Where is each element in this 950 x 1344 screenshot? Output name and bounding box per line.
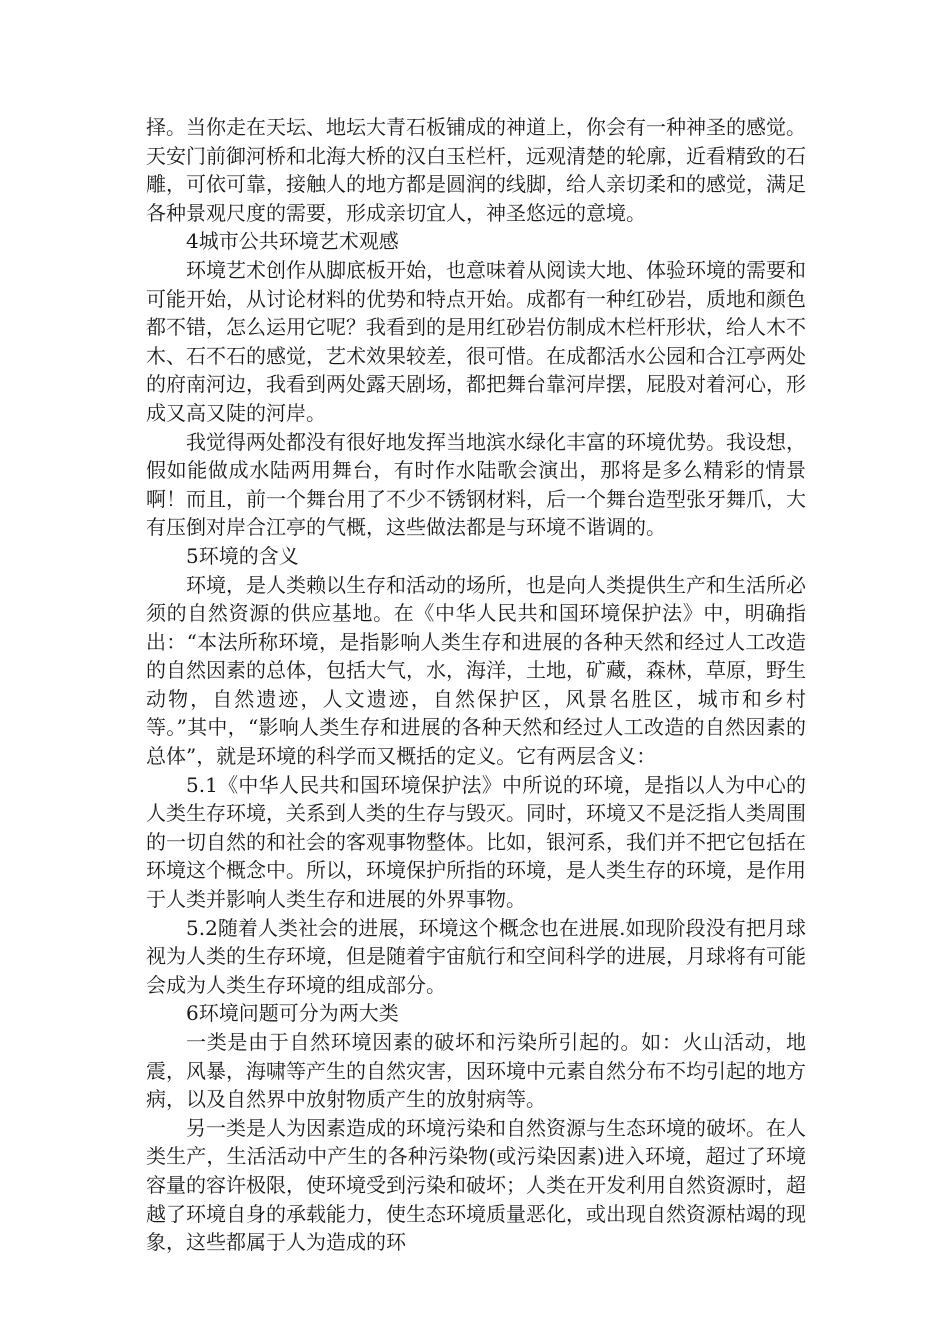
paragraph-5-1: 5.1《中华人民共和国环境保护法》中所说的环境，是指以人为中心的人类生存环境，关系到人类的生存与毁灭。同时，环境又不是泛指人类周围的一切自然的和社会的客观事物整体。比如，银河系，我们并不把它包括在环境这个概念中。所以，环境保护所指的环境，是人类生存的环境，是作用于人类并影响人类生存和进展的外界事物。: [146, 772, 806, 912]
paragraph: 另一类是人为因素造成的环境污染和自然资源与生态环境的破坏。在人类生产，生活活动中产生的各种污染物(或污染因素)进入环境，超过了环境容量的容许极限，使环境受到污染和破坏；人类在开发利用自然资源时，超越了环境自身的承载能力，使生态环境质量恶化，或出现自然资源枯竭的现象，这些都属于人为造成的环: [146, 1115, 806, 1255]
paragraph: 一类是由于自然环境因素的破坏和污染所引起的。如：火山活动，地震，风暴，海啸等产生的自然灾害，因环境中元素自然分布不均引起的地方病，以及自然界中放射物质产生的放射病等。: [146, 1030, 806, 1112]
section-heading-4: 4城市公共环境艺术观感: [186, 229, 399, 254]
document-page: [146, 113, 806, 1257]
paragraph: 我觉得两处都没有很好地发挥当地滨水绿化丰富的环境优势。我设想，假如能做成水陆两用舞台，有时作水陆歌会演出，那将是多么精彩的情景啊！而且，前一个舞台用了不少不锈钢材料，后一个舞台造型张牙舞爪，大有压倒对岸合江亭的气概，这些做法都是与环境不谐调的。: [146, 429, 806, 540]
paragraph: 环境艺术创作从脚底板开始，也意味着从阅读大地、体验环境的需要和可能开始，从讨论材料的优势和特点开始。成都有一种红砂岩，质地和颜色都不错，怎么运用它呢？我看到的是用红砂岩仿制成木栏杆形状，给人木不木、石不石的感觉，艺术效果较差，很可惜。在成都活水公园和合江亭两处的府南河边，我看到两处露天剧场，都把舞台靠河岸摆，屁股对着河心，形成又高又陡的河岸。: [146, 257, 806, 425]
paragraph-continued: 择。当你走在天坛、地坛大青石板铺成的神道上，你会有一种神圣的感觉。天安门前御河桥和北海大桥的汉白玉栏杆，远观清楚的轮廓，近看精致的石雕，可依可靠，接触人的地方都是圆润的线脚，给人亲切柔和的感觉，满足各种景观尺度的需要，形成亲切宜人，神圣悠远的意境。: [146, 115, 806, 225]
paragraph: 环境，是人类赖以生存和活动的场所，也是向人类提供生产和生活所必须的自然资源的供应基地。在《中华人民共和国环境保护法》中，明确指出：“本法所称环境，是指影响人类生存和进展的各种天然和经过人工改造的自然因素的总体，包括大气，水，海洋，土地，矿藏，森林，草原，野生动物，自然遗迹，人文遗迹，自然保护区，风景名胜区，城市和乡村等。”其中，“影响人类生存和进展的各种天然和经过人工改造的自然因素的总体”，就是环境的科学而又概括的定义。它有两层含义：: [146, 572, 806, 769]
section-heading-5: 5环境的含义: [186, 543, 299, 568]
section-heading-6: 6环境问题可分为两大类: [186, 1001, 399, 1026]
paragraph-5-2: 5.2随着人类社会的进展，环境这个概念也在进展.如现阶段没有把月球视为人类的生存环境，但是随着宇宙航行和空间科学的进展，月球将有可能会成为人类生存环境的组成部分。: [146, 915, 806, 997]
